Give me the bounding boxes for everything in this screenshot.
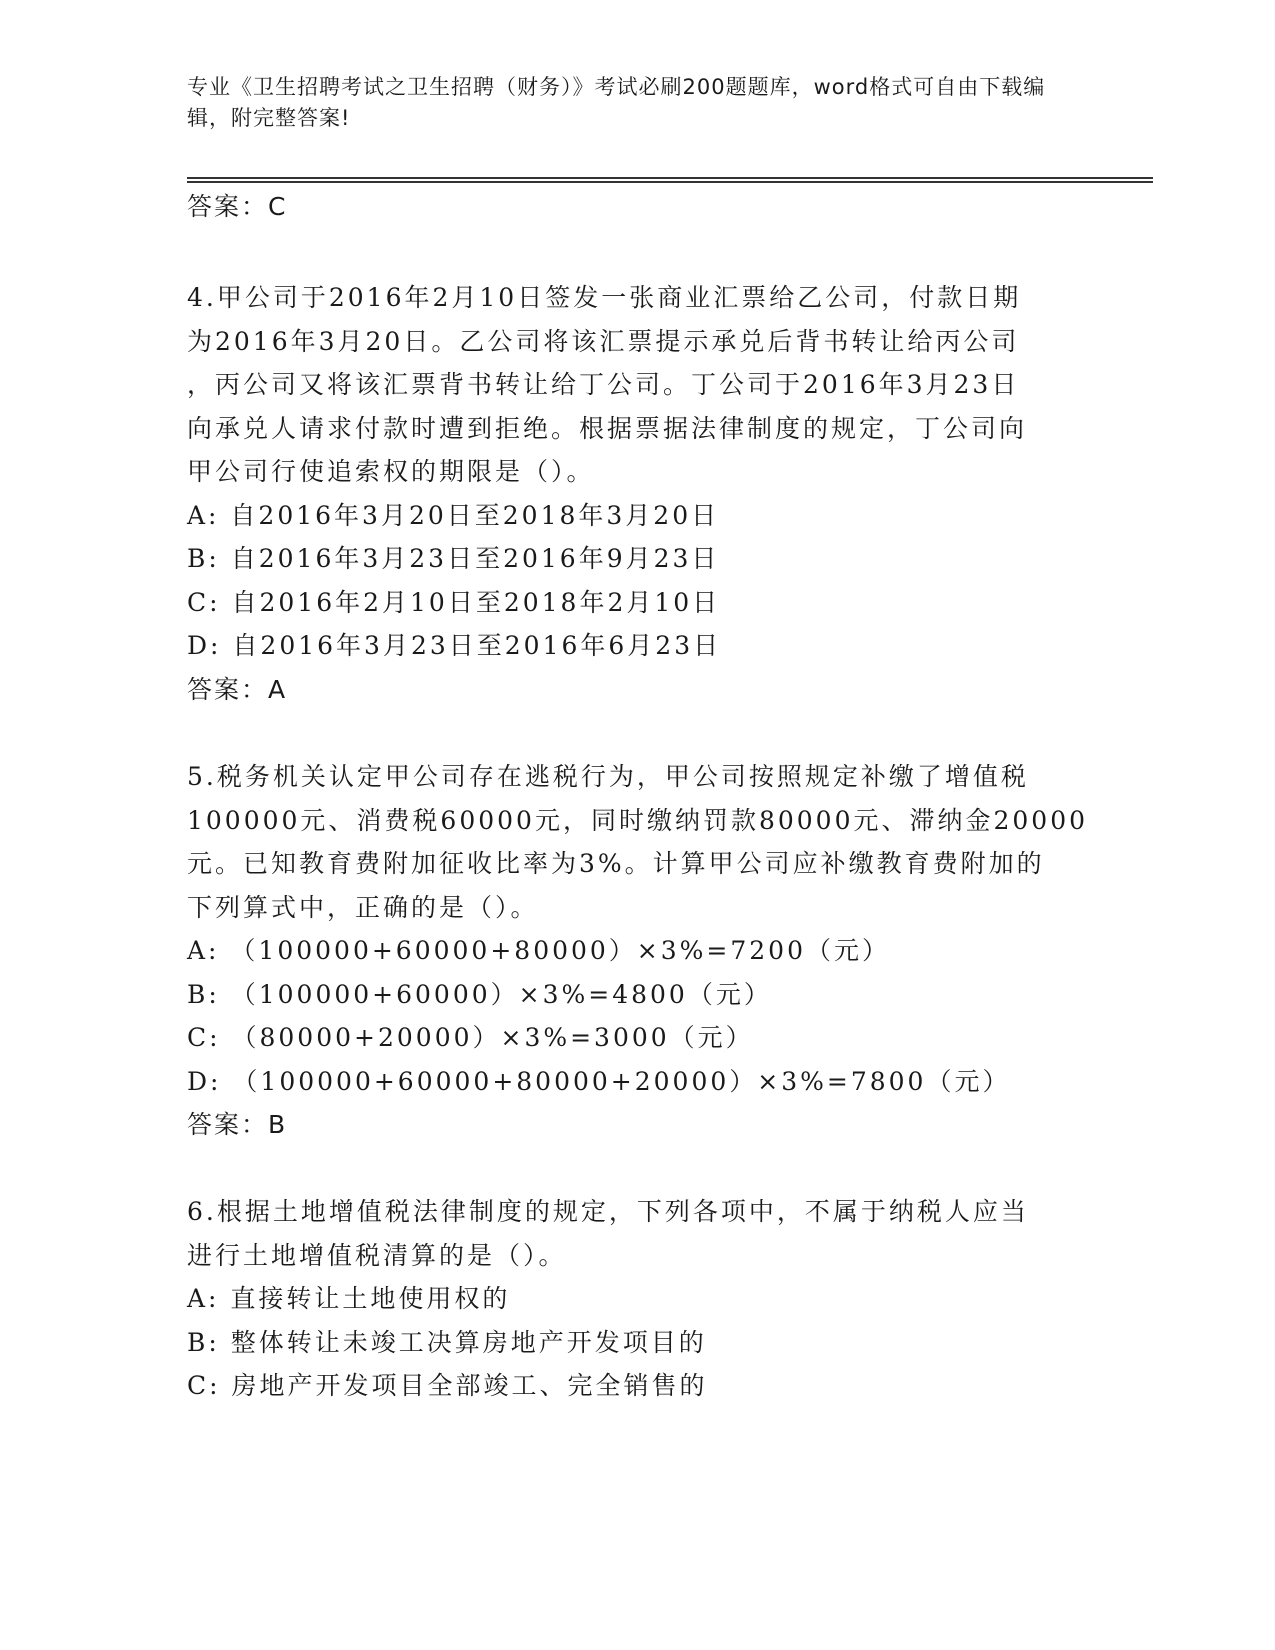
q4-stem-line-3: ，丙公司又将该汇票背书转让给丁公司。丁公司于2016年3月23日 xyxy=(187,370,1020,399)
q3-answer: 答案：C xyxy=(187,192,288,221)
q4-option-b: B: 自2016年3月23日至2016年9月23日 xyxy=(187,544,720,573)
q4-option-a: A: 自2016年3月20日至2018年3月20日 xyxy=(187,501,720,530)
q4-stem-line-2: 为2016年3月20日。乙公司将该汇票提示承兑后背书转让给丙公司 xyxy=(187,327,1020,356)
q6-stem-line-2: 进行土地增值税清算的是（）。 xyxy=(187,1241,567,1270)
q4-stem-line-1: 4.甲公司于2016年2月10日签发一张商业汇票给乙公司，付款日期 xyxy=(187,283,1022,312)
header-rule-top xyxy=(187,177,1153,179)
q5-stem-line-2: 100000元、消费税60000元，同时缴纳罚款80000元、滞纳金20000 xyxy=(187,806,1089,835)
q6-stem-line-1: 6.根据土地增值税法律制度的规定，下列各项中，不属于纳税人应当 xyxy=(187,1197,1029,1226)
q5-answer: 答案：B xyxy=(187,1110,288,1139)
q5-option-d: D: （100000+60000+80000+20000）×3%=7800（元） xyxy=(187,1067,1011,1096)
q5-stem-line-4: 下列算式中，正确的是（）。 xyxy=(187,893,539,922)
document-header: 专业《卫生招聘考试之卫生招聘（财务）》考试必刷200题题库，word格式可自由下载编辑，附完整答案! xyxy=(187,75,1046,130)
q6-option-b: B: 整体转让未竣工决算房地产开发项目的 xyxy=(187,1328,707,1357)
q4-option-c: C: 自2016年2月10日至2018年2月10日 xyxy=(187,588,721,617)
q4-stem-line-5: 甲公司行使追索权的期限是（）。 xyxy=(187,457,595,486)
q5-stem-line-3: 元。已知教育费附加征收比率为3%。计算甲公司应补缴教育费附加的 xyxy=(187,849,1045,878)
q4-stem-line-4: 向承兑人请求付款时遭到拒绝。根据票据法律制度的规定，丁公司向 xyxy=(187,414,1028,443)
q6-option-c: C: 房地产开发项目全部竣工、完全销售的 xyxy=(187,1371,708,1400)
q5-stem-line-1: 5.税务机关认定甲公司存在逃税行为，甲公司按照规定补缴了增值税 xyxy=(187,762,1029,791)
q5-option-c: C: （80000+20000）×3%=3000（元） xyxy=(187,1023,754,1052)
q5-option-b: B: （100000+60000）×3%=4800（元） xyxy=(187,980,772,1009)
header-rule-bottom xyxy=(187,181,1153,183)
q4-answer: 答案：A xyxy=(187,675,288,704)
q4-option-d: D: 自2016年3月23日至2016年6月23日 xyxy=(187,631,722,660)
q5-option-a: A: （100000+60000+80000）×3%=7200（元） xyxy=(187,936,890,965)
q6-option-a: A: 直接转让土地使用权的 xyxy=(187,1284,511,1313)
